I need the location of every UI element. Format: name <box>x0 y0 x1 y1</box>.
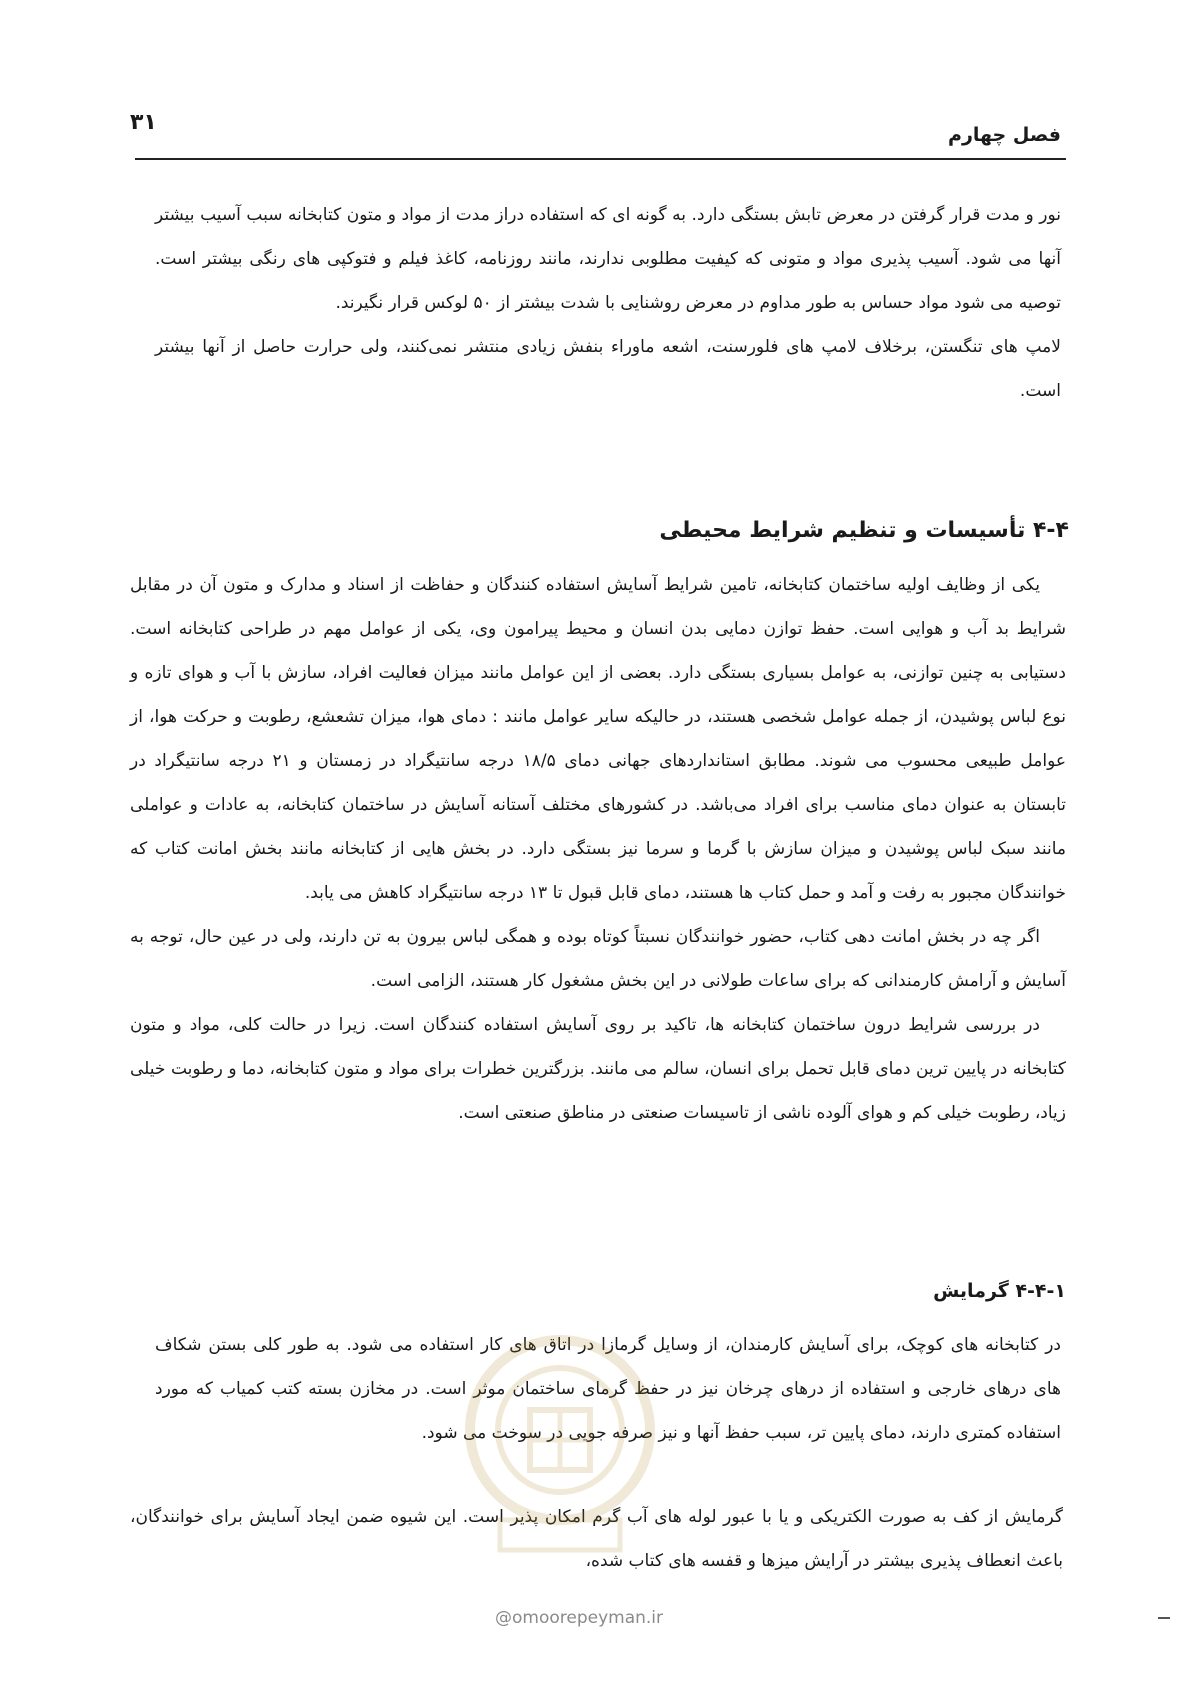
paragraph: اگر چه در بخش امانت دهی کتاب، حضور خوانندگان نسبتاً کوتاه بوده و همگی لباس بیرون به تن دارند، ولی در عین حال، توجه به آسایش و آرامش کارمندانی که برای ساعات طولانی در این بخش مشغول کار هستند، الزامی است. <box>130 927 1066 991</box>
section-heading: ۴-۴ تأسیسات و تنظیم شرایط محیطی <box>659 518 1069 543</box>
paragraph: گرمایش از کف به صورت الکتریکی و یا با عبور لوله های آب گرم امکان پذیر است. این شیوه ضمن ایجاد آسایش برای خوانندگان، باعث انعطاف پذیری بیشتر در آرایش میزها و قفسه های کتاب شده، <box>130 1507 1063 1571</box>
paragraph: در بررسی شرایط درون ساختمان کتابخانه ها، تاکید بر روی آسایش استفاده کنندگان است. زیرا در حالت کلی، مواد و متون کتابخانه در پایین ترین دمای قابل تحمل برای انسان، سالم می مانند. بزرگترین خطرات برای مواد و متون کتابخانه، دما و رطوبت خیلی زیاد، رطوبت خیلی کم و هوای آلوده ناشی از تاسیسات صنعتی در مناطق صنعتی است. <box>130 1015 1066 1123</box>
page-number: ۳۱ <box>130 110 157 135</box>
subsection-heading: ۴-۴-۱ گرمایش <box>933 1280 1066 1302</box>
watermark-logo-icon <box>460 1330 660 1560</box>
section-body <box>130 563 1066 1135</box>
paragraph: در کتابخانه های کوچک، برای آسایش کارمندان، از وسایل گرمازا در اتاق های کار استفاده می شود. به طور کلی بستن شکاف های درهای خارجی و استفاده از درهای چرخان نیز در حفظ گرمای ساختمان موثر است. در مخازن بسته کتب کمیاب که مورد استفاده کمتری دارند، دمای پایین تر، سبب حفظ آنها و نیز صرفه جویی در سوخت می شود. <box>155 1335 1061 1443</box>
watermark-url: @omoorepeyman.ir <box>495 1608 664 1628</box>
header-rule <box>135 158 1066 160</box>
paragraph: یکی از وظایف اولیه ساختمان کتابخانه، تامین شرایط آسایش استفاده کنندگان و حفاظت از اسناد و مدارک و متون آن در مقابل شرایط بد آب و هوایی است. حفظ توازن دمایی بدن انسان و محیط پیرامون وی، یکی از عوامل مهم در طراحی کتابخانه است. دستیابی به چنین توازنی، به عوامل بسیاری بستگی دارد. بعضی از این عوامل مانند میزان فعالیت افراد، سازش با آب و هوای تازه و نوع لباس پوشیدن، از جمله عوامل شخصی هستند، در حالیکه سایر عوامل مانند : دمای هوا، میزان تشعشع، رطوبت و حرکت هوا، از عوامل طبیعی محسوب می شوند. مطابق استانداردهای جهانی دمای ۱۸/۵ درجه سانتیگراد در زمستان و ۲۱ درجه سانتیگراد در تابستان به عنوان دمای مناسب برای افراد می‌باشد. در کشورهای مختلف آستانه آسایش در ساختمان کتابخانه، به عادات و عواملی مانند سبک لباس پوشیدن و میزان سازش با گرما و سرما نیز بستگی دارد. در بخش هایی از کتابخانه مانند بخش امانت کتاب که خوانندگان مجبور به رفت و آمد و حمل کتاب ها هستند، دمای قابل قبول تا ۱۳ درجه سانتیگراد کاهش می یابد. <box>130 575 1066 903</box>
paragraph: نور و مدت قرار گرفتن در معرض تابش بستگی دارد. به گونه ای که استفاده دراز مدت از مواد و متون کتابخانه سبب آسیب بیشتر آنها می شود. آسیب پذیری مواد و متونی که کیفیت مطلوبی ندارند، مانند روزنامه، کاغذ فیلم و فتوکپی های رنگی بیشتر است. توصیه می شود مواد حساس به طور مداوم در معرض روشنایی با شدت بیشتر از ۵۰ لوکس قرار نگیرند. <box>155 205 1061 313</box>
paragraph: لامپ های تنگستن، برخلاف لامپ های فلورسنت، اشعه ماوراء بنفش زیادی منتشر نمی‌کنند، ولی حرارت حاصل از آنها بیشتر است. <box>155 337 1061 401</box>
chapter-title: فصل چهارم <box>948 124 1061 146</box>
edge-mark <box>1158 1617 1170 1619</box>
intro-text-block <box>155 193 1061 413</box>
